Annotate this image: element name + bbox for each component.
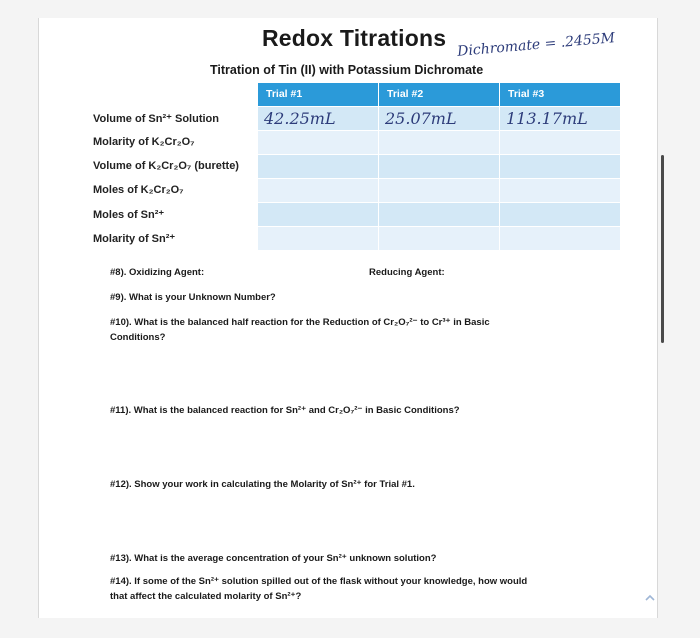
handwritten-dichromate-note: Dichromate = .2455M: [456, 30, 616, 60]
table-cell[interactable]: [500, 226, 621, 250]
table-cell[interactable]: [500, 178, 621, 202]
row-label: Moles of K₂Cr₂O₇: [87, 178, 258, 202]
question-14-line-1: #14). If some of the Sn²⁺ solution spilled out of the flask without your knowledge, how would: [110, 576, 528, 587]
row-label: Volume of Sn²⁺ Solution: [87, 106, 258, 130]
table-cell[interactable]: [379, 178, 500, 202]
table-cell[interactable]: [500, 130, 621, 154]
question-9: #9). What is your Unknown Number?: [110, 292, 276, 303]
table-row: [87, 106, 621, 130]
row-label: Molarity of K₂Cr₂O₇: [87, 130, 258, 154]
table-row: [87, 226, 621, 250]
question-13: #13). What is the average concentration of your Sn²⁺ unknown solution?: [110, 553, 437, 564]
table-cell[interactable]: [258, 226, 379, 250]
table-cell[interactable]: [500, 202, 621, 226]
table-cell[interactable]: [379, 226, 500, 250]
row-label: Volume of K₂Cr₂O₇ (burette): [87, 154, 258, 178]
question-10-line-1: #10). What is the balanced half reaction for the Reduction of Cr₂O₇²⁻ to Cr³⁺ in Basic: [110, 317, 490, 328]
table-cell[interactable]: [379, 202, 500, 226]
table-row: [87, 178, 621, 202]
chevron-up-icon[interactable]: [642, 590, 658, 606]
table-cell[interactable]: 42.25mL: [258, 106, 379, 130]
vertical-scrollbar[interactable]: [661, 155, 664, 343]
table-cell[interactable]: [379, 130, 500, 154]
question-8-reducing: Reducing Agent:: [369, 267, 445, 278]
table-cell[interactable]: [258, 130, 379, 154]
table-header-trial-3: Trial #3: [500, 83, 621, 107]
table-cell[interactable]: [500, 154, 621, 178]
page-subtitle: Titration of Tin (II) with Potassium Dichromate: [210, 63, 484, 77]
question-10-line-2: Conditions?: [110, 332, 166, 343]
question-12: #12). Show your work in calculating the Molarity of Sn²⁺ for Trial #1.: [110, 479, 415, 490]
table-cell[interactable]: 113.17mL: [500, 106, 621, 130]
table-row: [87, 154, 621, 178]
row-label: Molarity of Sn²⁺: [87, 226, 258, 250]
question-14-line-2: that affect the calculated molarity of Sn²⁺?: [110, 591, 302, 602]
table-header-trial-2: Trial #2: [379, 83, 500, 107]
question-8-oxidizing: #8). Oxidizing Agent:: [110, 267, 205, 278]
table-header-blank: [87, 83, 258, 107]
titration-table: [86, 82, 621, 251]
table-row: [87, 202, 621, 226]
table-row: [87, 130, 621, 154]
page-title: Redox Titrations: [262, 25, 447, 51]
table-cell[interactable]: 25.07mL: [379, 106, 500, 130]
row-label: Moles of Sn²⁺: [87, 202, 258, 226]
table-header-row: [87, 83, 621, 107]
table-cell[interactable]: [258, 178, 379, 202]
table-cell[interactable]: [258, 202, 379, 226]
table-cell[interactable]: [379, 154, 500, 178]
table-header-trial-1: Trial #1: [258, 83, 379, 107]
table-cell[interactable]: [258, 154, 379, 178]
question-11: #11). What is the balanced reaction for Sn²⁺ and Cr₂O₇²⁻ in Basic Conditions?: [110, 405, 460, 416]
